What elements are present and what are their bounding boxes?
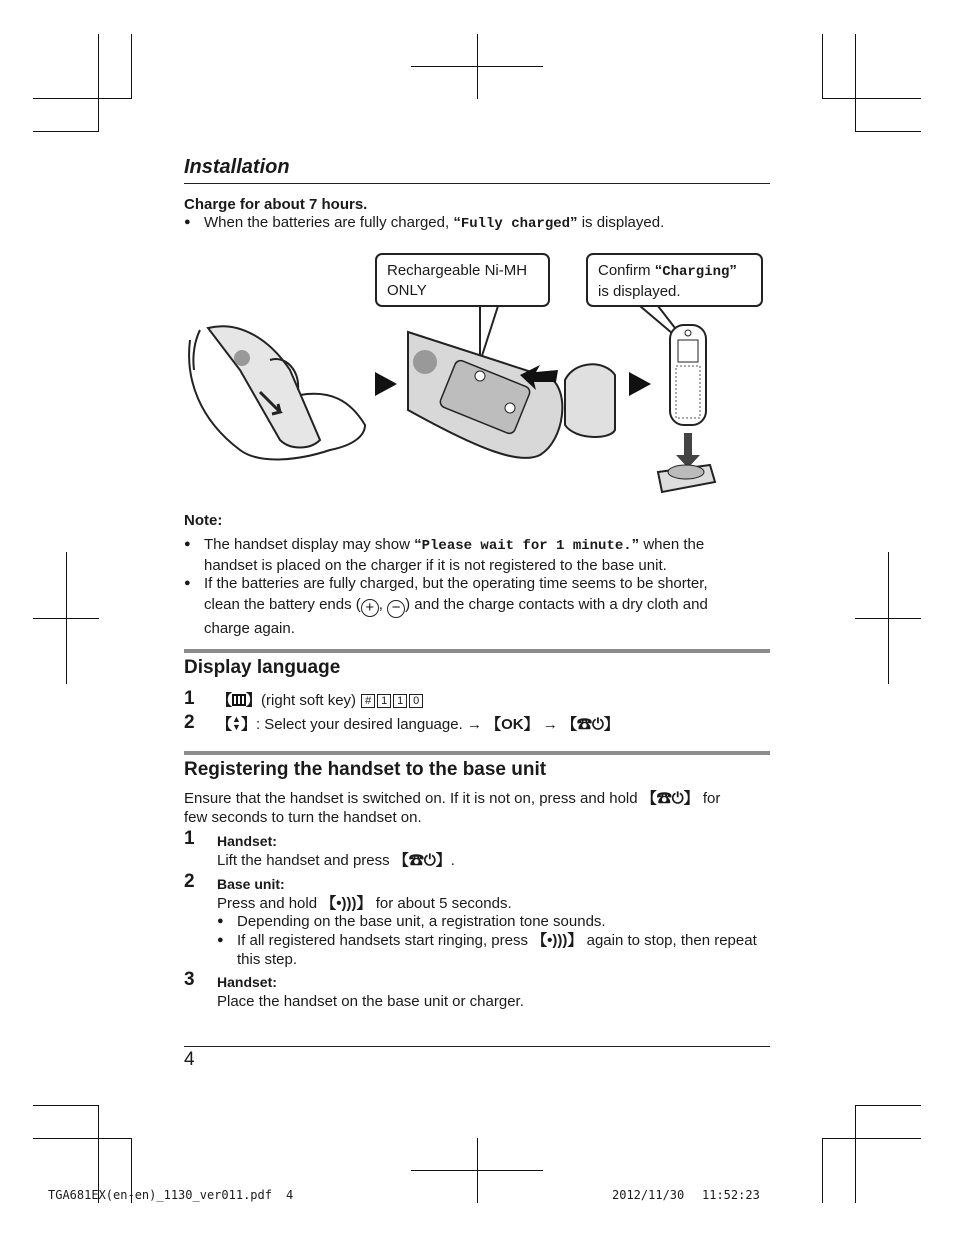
charge-heading: Charge for about 7 hours.	[184, 196, 368, 213]
arrow-right-icon: →	[542, 716, 558, 733]
note-item-1: ● The handset display may show “Please wait for 1 minute.” when the handset is placed on the charger if it is not registered to the base unit.	[204, 535, 770, 575]
up-down-navigator-icon: ▲ ▼	[232, 714, 241, 732]
key-hash: #	[361, 694, 375, 708]
page-bottom-rule	[184, 1046, 770, 1047]
handset-illustration	[180, 300, 760, 500]
section-divider	[184, 751, 770, 755]
registering-step-2-bullet-2: ● If all registered handsets start ringing, press 【•)))】 again to stop, then repeat this step.	[237, 931, 777, 969]
arrow-right-icon	[629, 372, 651, 396]
step-number: 2	[184, 871, 195, 892]
callout-battery: Rechargeable Ni-MH ONLY	[375, 253, 550, 307]
menu-softkey-icon	[232, 694, 246, 706]
display-language-step-2: 【▲ ▼】: Select your desired language. → 【OK】 → 【☎⏻】	[217, 714, 619, 733]
registering-step-1: Handset: Lift the handset and press 【☎⏻】.	[217, 833, 455, 869]
minus-terminal-icon: −	[387, 600, 405, 618]
key-1: 1	[393, 694, 407, 708]
step-number: 3	[184, 969, 195, 990]
step-number: 1	[184, 688, 195, 709]
locator-key-icon: •)))	[336, 895, 357, 912]
arrow-right-icon: →	[466, 716, 482, 733]
header-rule	[184, 183, 770, 184]
section-divider	[184, 649, 770, 653]
hand-removing-cover-drawing	[189, 326, 365, 459]
off-power-key-icon: ☎⏻	[408, 852, 436, 869]
page-number: 4	[184, 1049, 195, 1070]
note-heading: Note:	[184, 512, 223, 529]
registering-title: Registering the handset to the base unit	[184, 759, 547, 780]
registering-step-2: Base unit: Press and hold 【•)))】 for about 5 seconds.	[217, 876, 512, 912]
display-language-title: Display language	[184, 657, 341, 678]
ok-key-label: OK	[501, 716, 524, 733]
callout-confirm: Confirm “Charging” is displayed.	[586, 253, 763, 307]
registering-step-3: Handset: Place the handset on the base unit or charger.	[217, 974, 524, 1010]
note-item-2: ● If the batteries are fully charged, but the operating time seems to be shorter, clean the battery ends ( + , − ) and the charge contacts with a dry cloth and charge again.	[204, 573, 770, 639]
plus-terminal-icon: +	[361, 599, 379, 617]
display-language-step-1: 【 】(right soft key) # 1 1 0	[217, 691, 424, 710]
step-number: 1	[184, 828, 195, 849]
footer-filename: TGA681EX(en-en)_1130_ver011.pdf	[48, 1188, 272, 1202]
charge-bullet: ● When the batteries are fully charged, “Fully charged” is displayed.	[204, 213, 664, 234]
key-1: 1	[377, 694, 391, 708]
off-power-key-icon: ☎⏻	[577, 716, 604, 733]
key-0: 0	[409, 694, 423, 708]
footer-sheet: 4	[286, 1188, 294, 1202]
registering-intro: Ensure that the handset is switched on. If it is not on, press and hold 【☎⏻】 for few seconds to turn the handset on.	[184, 790, 721, 826]
locator-key-icon: •)))	[547, 932, 568, 949]
off-power-key-icon: ☎⏻	[656, 790, 684, 807]
arrow-right-icon	[375, 372, 397, 396]
battery-compartment-drawing	[408, 332, 615, 458]
registering-step-2-bullet-1: ● Depending on the base unit, a registration tone sounds.	[237, 912, 606, 931]
footer-time: 11:52:23	[702, 1188, 760, 1202]
footer-date: 2012/11/30	[612, 1188, 685, 1202]
step-number: 2	[184, 712, 195, 733]
handset-on-charger-drawing	[658, 325, 715, 492]
section-title: Installation	[184, 156, 290, 178]
